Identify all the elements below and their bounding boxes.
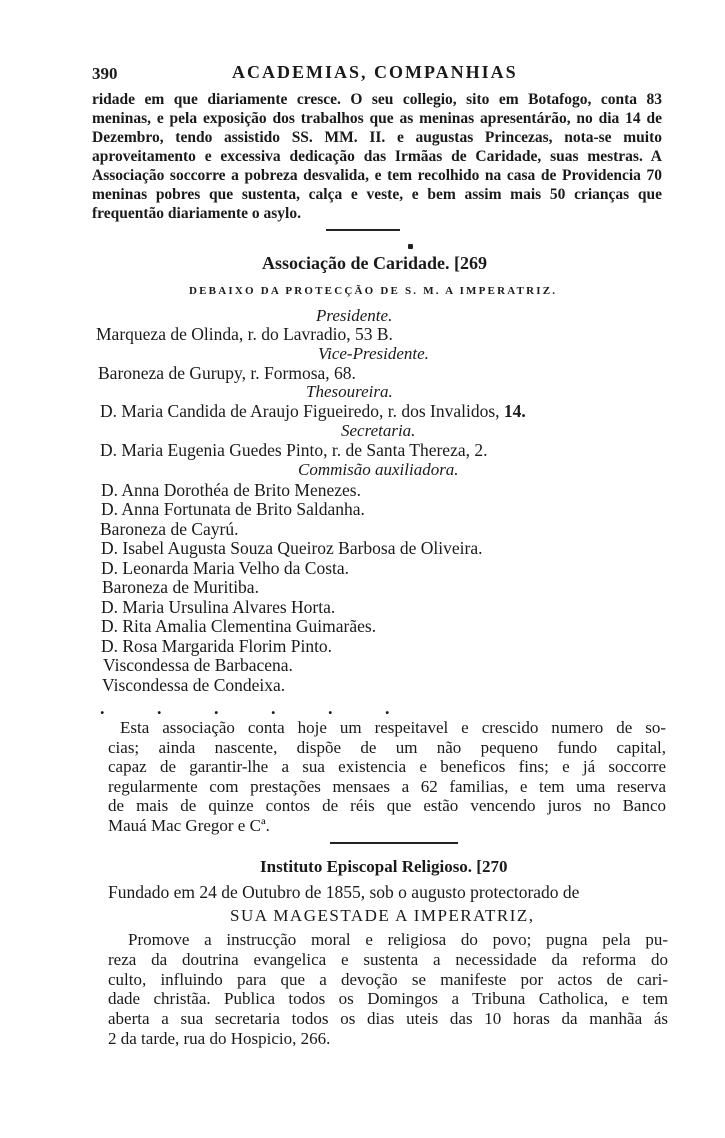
member-address: , r. do Lavradio, 53 B. (238, 324, 393, 344)
paragraph-line: meninas, e pela exposição dos trabalhos que as meninas apresentárão, no dia 14 de (92, 110, 662, 127)
ornament-dot (408, 244, 413, 249)
section-title-associacao: Associação de Caridade. [269 (262, 253, 487, 273)
paragraph-line: de mais de quinze contos de réis que estão vencendo juros no Banco (108, 796, 666, 816)
paragraph-line: culto, influindo para que a devoção se manifeste por actos de cari- (108, 969, 668, 989)
member-name: Baroneza de Gurupy (98, 363, 242, 383)
member-item: D. Rita Amalia Clementina Guimarães. (101, 616, 377, 636)
member-item: Baroneza de Muritiba. (102, 577, 259, 597)
role-presidente: Presidente. (316, 306, 393, 325)
role-commissao: Commisão auxiliadora. (298, 460, 459, 479)
entry-presidente (96, 324, 393, 345)
paragraph-line: Promove a instrucção moral e religiosa do povo; pugna pela pu- (128, 930, 668, 949)
entry-secretaria (100, 440, 487, 461)
section-divider (326, 229, 400, 231)
role-vice-presidente: Vice-Presidente. (318, 344, 429, 363)
member-item: D. Leonarda Maria Velho da Costa. (101, 558, 350, 578)
member-name: D. Maria Eugenia Guedes Pinto (100, 440, 324, 460)
member-item: Viscondessa de Barbacena. (103, 655, 293, 675)
paragraph-line: aproveitamento e excessiva dedicação das Irmãas de Caridade, suas mestras. A (92, 148, 662, 165)
member-item: D. Maria Ursulina Alvares Horta. (101, 597, 336, 617)
founded-line: Fundado em 24 de Outubro de 1855, sob o augusto protectorado de (108, 882, 580, 902)
paragraph-line: 2 da tarde, rua do Hospicio, 266. (108, 1028, 331, 1048)
page-number: 390 (92, 64, 118, 83)
section-divider (330, 842, 458, 844)
running-title: ACADEMIAS, COMPANHIAS (232, 62, 518, 82)
ellipsis-row: . . . . . . (100, 698, 414, 718)
member-address: , r. dos Invalidos, (378, 401, 504, 421)
paragraph-line: ridade em que diariamente cresce. O seu collegio, sito em Botafogo, conta 83 (92, 91, 662, 108)
member-item: D. Isabel Augusta Souza Queiroz Barbosa de Oliveira. (101, 538, 483, 558)
member-name: Marqueza de Olinda (96, 324, 239, 344)
member-item: Baroneza de Cayrú. (100, 519, 239, 539)
patron-line: SUA MAGESTADE A IMPERATRIZ, (230, 906, 535, 925)
member-item: D. Rosa Margarida Florim Pinto. (101, 636, 333, 656)
paragraph-line: dade christãa. Publica todos os Domingos a Tribuna Catholica, e tem (108, 989, 668, 1009)
section-title-instituto: Instituto Episcopal Religioso. [270 (260, 857, 508, 876)
paragraph-line: Mauá Mac Gregor e Cª. (108, 815, 270, 835)
member-item: Viscondessa de Condeixa. (102, 675, 286, 695)
paragraph-line: Esta associação conta hoje um respeitavel e crescido numero de so- (120, 718, 666, 737)
paragraph-line: meninas pobres que sustenta, calça e veste, e bem assim mais 50 crianças que (92, 186, 662, 203)
section-subtitle: DEBAIXO DA PROTECÇÃO DE S. M. A IMPERATRIZ. (189, 285, 558, 297)
paragraph-line: regularmente com prestações mensaes a 62 familias, e tem uma reserva (108, 776, 666, 796)
member-item: D. Anna Fortunata de Brito Saldanha. (101, 499, 365, 519)
entry-vice-presidente (98, 363, 356, 384)
paragraph-line: capaz de garantir-lhe a sua existencia e beneficos fins; e já soccorre (108, 757, 666, 777)
paragraph-line: frequentão diariamente o asylo. (92, 205, 301, 222)
member-item: D. Anna Dorothéa de Brito Menezes. (101, 480, 361, 500)
role-tesoureira: Thesoureira. (306, 382, 393, 401)
entry-tesoureira (100, 401, 526, 422)
paragraph-line: Associação soccorre a pobreza desvalida, e tem recolhido na casa de Providencia 70 (92, 167, 662, 184)
paragraph-line: aberta a sua secretaria todos os dias uteis das 10 horas da manhãa ás (108, 1009, 668, 1029)
member-name: D. Maria Candida de Araujo Figueiredo (100, 401, 379, 421)
intro-paragraph (92, 90, 662, 223)
paragraph-line: reza da doutrina evangelica e sustenta a necessidade da reforma do (108, 949, 668, 969)
paragraph-line: Dezembro, tendo assistido SS. MM. II. e augustas Princezas, nota-se muito (92, 129, 662, 146)
associacao-paragraph (108, 718, 666, 836)
role-secretaria: Secretaria. (341, 421, 416, 440)
paragraph-line: cias; ainda nascente, dispõe de um não pequeno fundo capital, (108, 737, 666, 757)
member-address: , r. de Santa Thereza, 2. (323, 440, 488, 460)
instituto-paragraph (108, 930, 668, 1049)
member-number: 14. (503, 401, 526, 421)
member-address: , r. Formosa, 68. (241, 363, 356, 383)
